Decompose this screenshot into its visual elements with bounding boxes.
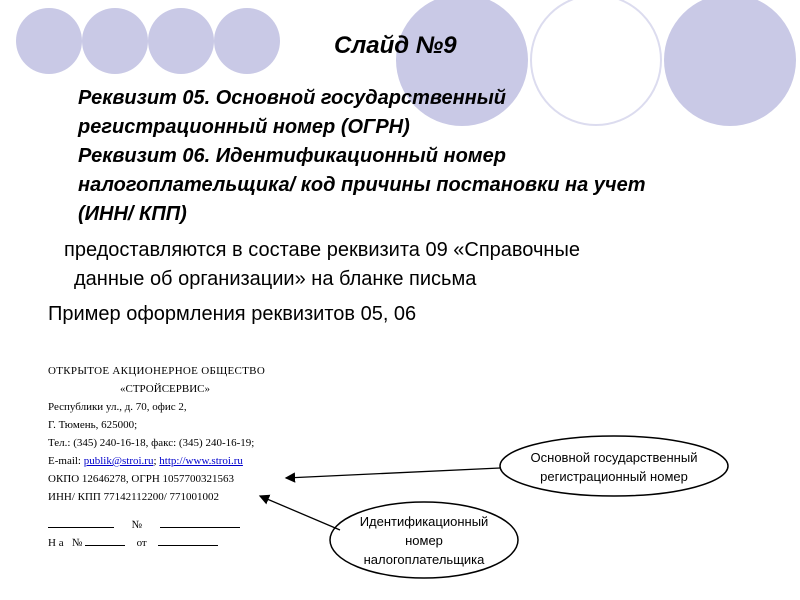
from-label: от bbox=[136, 537, 147, 549]
contact-separator: ; bbox=[153, 455, 160, 467]
requisite-06-line-1: Реквизит 06. Идентификационный номер bbox=[78, 145, 506, 167]
example-heading: Пример оформления реквизитов 05, 06 bbox=[48, 303, 417, 325]
ogrn-callout-line-1: Основной государственный bbox=[530, 450, 698, 465]
na-label: Н а № bbox=[48, 537, 83, 549]
phones-line: Тел.: (345) 240-16-18, факс: (345) 240-16-19; bbox=[48, 437, 255, 449]
requisite-05-line-1: Реквизит 05. Основной государственный bbox=[78, 87, 507, 109]
requisite-05-line-2: регистрационный номер (ОГРН) bbox=[78, 116, 410, 138]
ogrn-callout-line-2: регистрационный номер bbox=[540, 469, 688, 484]
provided-line-2: данные об организации» на бланке письма bbox=[74, 268, 477, 290]
org-name: «СТРОЙСЕРВИС» bbox=[120, 383, 210, 395]
inn-arrow bbox=[260, 496, 340, 530]
provided-line-1: предоставляются в составе реквизита 09 «Справочные bbox=[64, 239, 580, 261]
inn-callout-line-1: Идентификационный bbox=[359, 514, 489, 529]
address-line-2: Г. Тюмень, 625000; bbox=[48, 419, 138, 431]
address-line-1: Республики ул., д. 70, офис 2, bbox=[48, 401, 187, 413]
requisite-06-line-2: налогоплательщика/ код причины постановки на учет bbox=[78, 174, 646, 196]
website-link[interactable]: http://www.stroi.ru bbox=[159, 455, 243, 467]
ogrn-arrow bbox=[286, 468, 500, 478]
inn-callout-line-2: номер bbox=[405, 533, 443, 548]
inn-kpp-line: ИНН/ КПП 77142112200/ 771001002 bbox=[48, 491, 220, 503]
ogrn-callout-text bbox=[504, 448, 724, 486]
okpo-ogrn-line: ОКПО 12646278, ОГРН 1057700321563 bbox=[48, 473, 235, 485]
requisite-06-line-3: (ИНН/ КПП) bbox=[78, 203, 187, 225]
email-link[interactable]: publik@stroi.ru bbox=[83, 455, 154, 467]
org-type: ОТКРЫТОЕ АКЦИОНЕРНОЕ ОБЩЕСТВО bbox=[48, 365, 266, 377]
inn-callout-text bbox=[334, 512, 514, 569]
email-prefix: E-mail: bbox=[48, 455, 84, 467]
number-sign: № bbox=[131, 519, 142, 531]
slide-title: Слайд №9 bbox=[334, 32, 457, 59]
inn-callout-line-3: налогоплательщика bbox=[363, 552, 485, 567]
